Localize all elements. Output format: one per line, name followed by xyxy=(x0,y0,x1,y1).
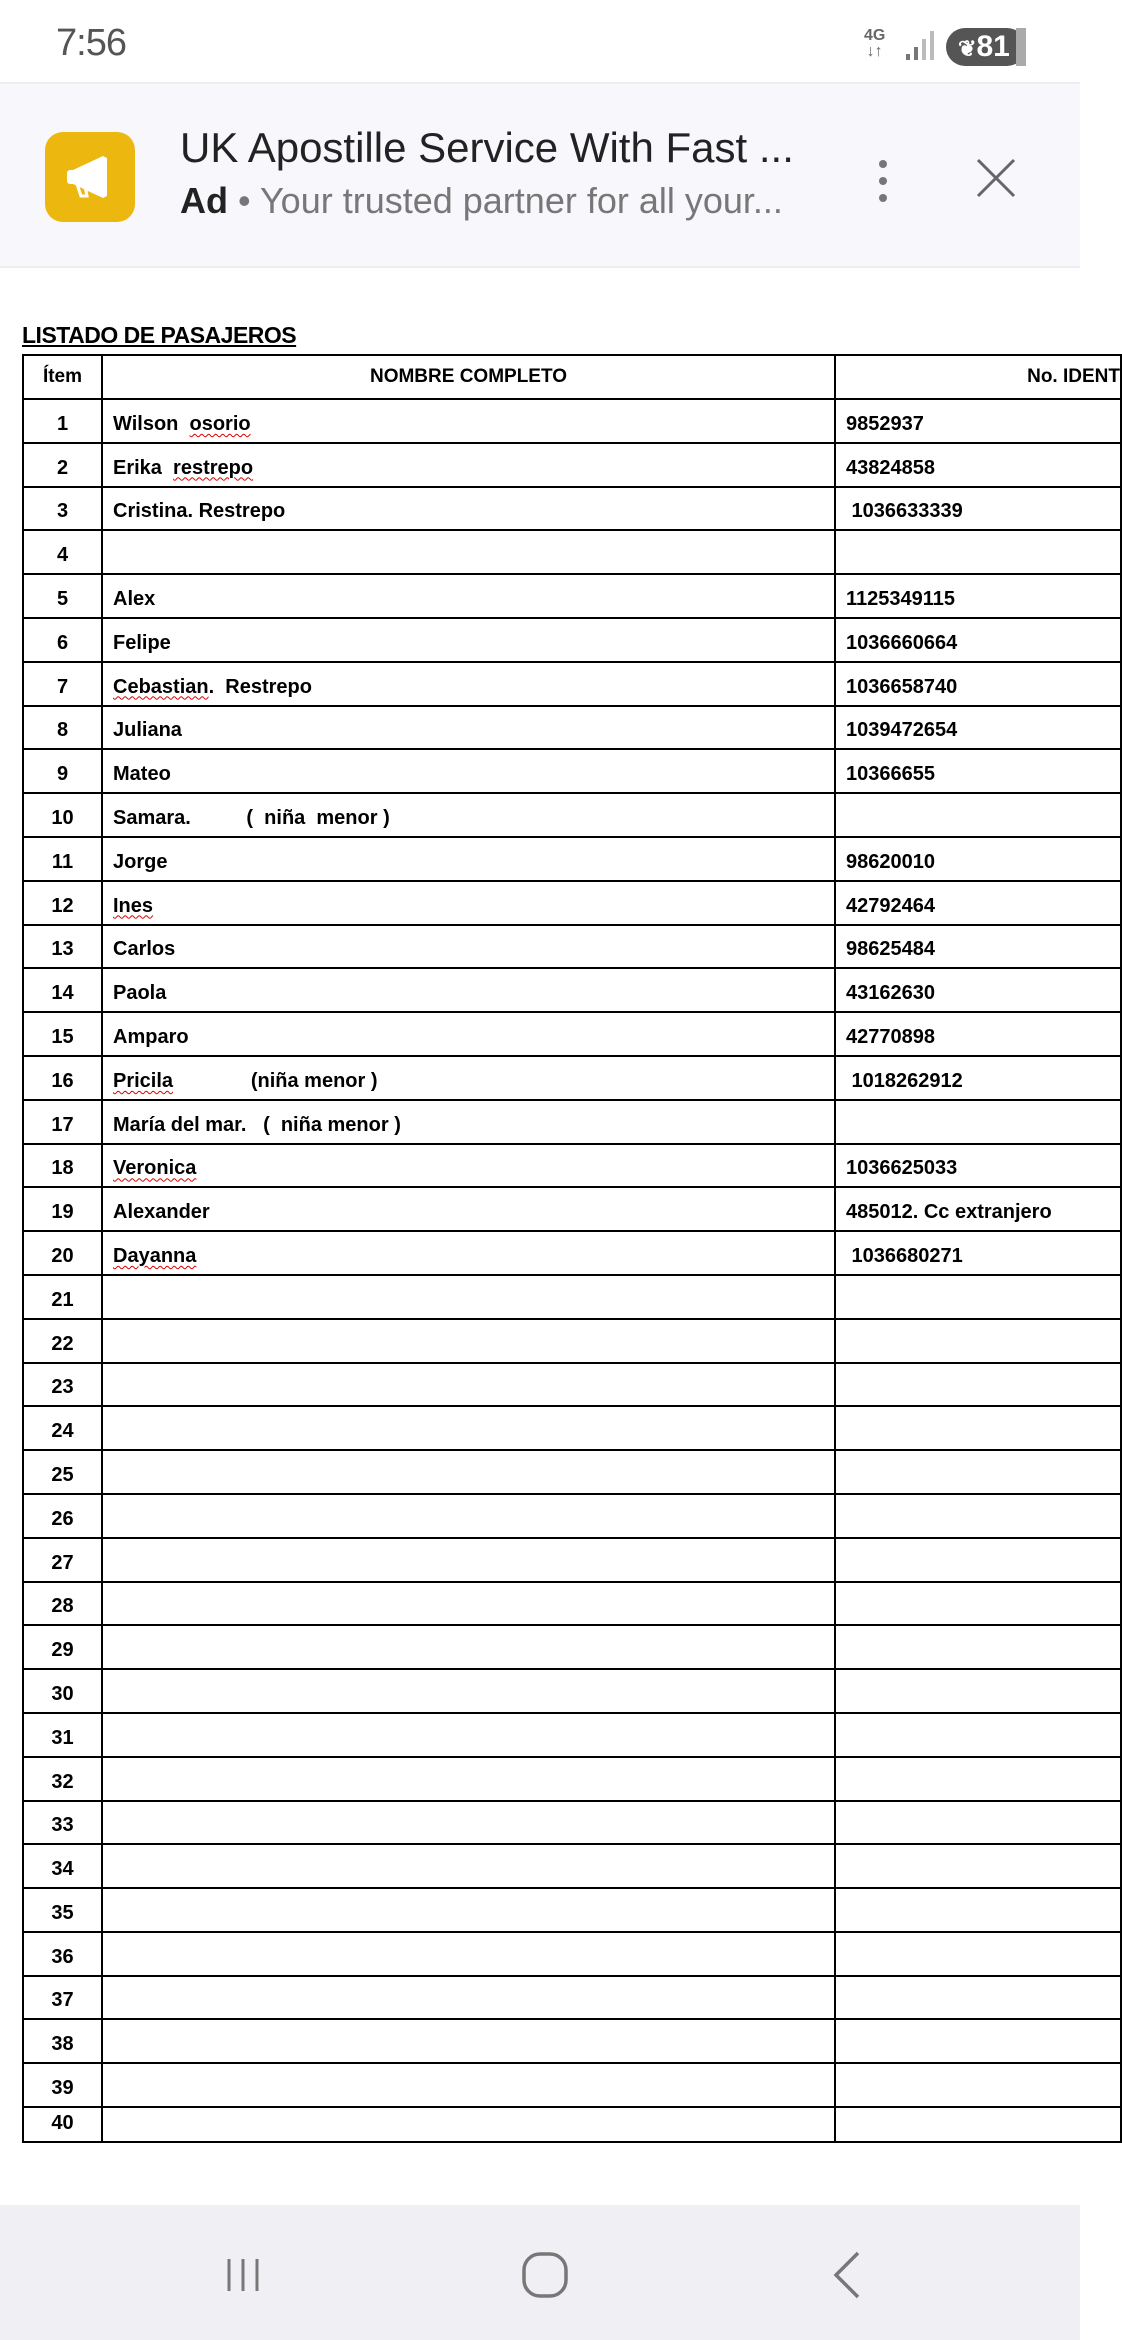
row-id: 1036658740 xyxy=(835,662,1121,706)
row-item-number: 16 xyxy=(23,1056,102,1100)
row-name: Veronica xyxy=(102,1144,835,1188)
row-id: 43824858 xyxy=(835,443,1121,487)
navigation-bar xyxy=(0,2205,1080,2340)
row-id: 42770898 xyxy=(835,1012,1121,1056)
row-name xyxy=(102,530,835,574)
row-id xyxy=(835,2063,1121,2107)
more-options-icon[interactable] xyxy=(870,156,896,206)
row-item-number: 27 xyxy=(23,1538,102,1582)
megaphone-icon xyxy=(45,132,135,222)
row-name xyxy=(102,2107,835,2142)
row-id: 485012. Cc extranjero xyxy=(835,1187,1121,1231)
row-item-number: 15 xyxy=(23,1012,102,1056)
table-row xyxy=(23,487,1121,531)
row-item-number: 17 xyxy=(23,1100,102,1144)
table-row xyxy=(23,1363,1121,1407)
table-row xyxy=(23,1450,1121,1494)
ad-label: Ad xyxy=(180,180,228,221)
row-id xyxy=(835,1319,1121,1363)
row-id xyxy=(835,1538,1121,1582)
row-id xyxy=(835,1844,1121,1888)
table-row xyxy=(23,2063,1121,2107)
row-item-number: 39 xyxy=(23,2063,102,2107)
table-row xyxy=(23,1231,1121,1275)
row-name xyxy=(102,1319,835,1363)
table-header xyxy=(23,355,1121,399)
ad-description: Your trusted partner for all your... xyxy=(259,180,783,221)
row-name: Jorge xyxy=(102,837,835,881)
table-row xyxy=(23,2107,1121,2142)
row-name xyxy=(102,1494,835,1538)
row-name: Alex xyxy=(102,574,835,618)
row-item-number: 18 xyxy=(23,1144,102,1188)
table-row xyxy=(23,881,1121,925)
row-name xyxy=(102,1976,835,2020)
row-name xyxy=(102,1713,835,1757)
table-row xyxy=(23,706,1121,750)
row-name xyxy=(102,1406,835,1450)
row-item-number: 35 xyxy=(23,1888,102,1932)
table-row xyxy=(23,618,1121,662)
row-name xyxy=(102,1275,835,1319)
ad-banner[interactable] xyxy=(0,82,1080,268)
row-name xyxy=(102,1625,835,1669)
row-id xyxy=(835,1494,1121,1538)
table-row xyxy=(23,1625,1121,1669)
row-item-number: 11 xyxy=(23,837,102,881)
table-row xyxy=(23,1801,1121,1845)
header-item: Ítem xyxy=(23,355,102,399)
network-indicator xyxy=(864,28,885,60)
row-name: Amparo xyxy=(102,1012,835,1056)
row-name xyxy=(102,1582,835,1626)
row-item-number: 9 xyxy=(23,749,102,793)
signal-icon xyxy=(904,30,938,62)
table-row xyxy=(23,837,1121,881)
row-id xyxy=(835,2107,1121,2142)
ad-title[interactable]: UK Apostille Service With Fast ... xyxy=(180,124,794,171)
status-bar xyxy=(0,0,1080,82)
row-item-number: 40 xyxy=(23,2107,102,2142)
header-name: NOMBRE COMPLETO xyxy=(102,355,835,399)
row-id xyxy=(835,1275,1121,1319)
row-name: Alexander xyxy=(102,1187,835,1231)
row-name: Erika restrepo xyxy=(102,443,835,487)
row-name xyxy=(102,1538,835,1582)
row-id xyxy=(835,1363,1121,1407)
row-id: 1018262912 xyxy=(835,1056,1121,1100)
row-id xyxy=(835,1713,1121,1757)
battery-level: 81 xyxy=(976,30,1010,63)
battery-indicator xyxy=(946,28,1026,66)
table-row xyxy=(23,1406,1121,1450)
home-icon[interactable] xyxy=(515,2245,575,2305)
row-name xyxy=(102,1801,835,1845)
row-id xyxy=(835,1450,1121,1494)
row-name xyxy=(102,1757,835,1801)
table-row xyxy=(23,1144,1121,1188)
table-row xyxy=(23,530,1121,574)
row-id xyxy=(835,793,1121,837)
table-row xyxy=(23,443,1121,487)
row-item-number: 32 xyxy=(23,1757,102,1801)
row-id: 98620010 xyxy=(835,837,1121,881)
recents-icon[interactable] xyxy=(213,2245,273,2305)
back-icon[interactable] xyxy=(818,2245,878,2305)
row-id xyxy=(835,1888,1121,1932)
row-name: Pricila (niña menor ) xyxy=(102,1056,835,1100)
row-item-number: 13 xyxy=(23,925,102,969)
row-item-number: 22 xyxy=(23,1319,102,1363)
row-item-number: 29 xyxy=(23,1625,102,1669)
row-id: 10366655 xyxy=(835,749,1121,793)
row-item-number: 6 xyxy=(23,618,102,662)
row-item-number: 33 xyxy=(23,1801,102,1845)
table-row xyxy=(23,1100,1121,1144)
row-name xyxy=(102,1450,835,1494)
row-id xyxy=(835,1976,1121,2020)
row-item-number: 14 xyxy=(23,968,102,1012)
row-name xyxy=(102,1669,835,1713)
row-name xyxy=(102,2063,835,2107)
row-id xyxy=(835,1100,1121,1144)
row-id xyxy=(835,1669,1121,1713)
table-row xyxy=(23,1056,1121,1100)
ad-separator: • xyxy=(228,180,260,221)
row-name: Ines xyxy=(102,881,835,925)
row-id: 1036633339 xyxy=(835,487,1121,531)
row-item-number: 38 xyxy=(23,2019,102,2063)
row-name: María del mar. ( niña menor ) xyxy=(102,1100,835,1144)
row-item-number: 34 xyxy=(23,1844,102,1888)
row-item-number: 19 xyxy=(23,1187,102,1231)
row-item-number: 30 xyxy=(23,1669,102,1713)
row-id: 1039472654 xyxy=(835,706,1121,750)
row-item-number: 12 xyxy=(23,881,102,925)
row-id xyxy=(835,1406,1121,1450)
table-row xyxy=(23,1976,1121,2020)
row-name: Wilson osorio xyxy=(102,399,835,443)
passenger-table xyxy=(22,354,1122,2143)
network-type: 4G xyxy=(864,27,886,44)
row-id: 9852937 xyxy=(835,399,1121,443)
table-row xyxy=(23,1669,1121,1713)
row-item-number: 4 xyxy=(23,530,102,574)
row-id: 1036660664 xyxy=(835,618,1121,662)
row-id: 42792464 xyxy=(835,881,1121,925)
table-row xyxy=(23,1932,1121,1976)
row-item-number: 10 xyxy=(23,793,102,837)
table-row xyxy=(23,749,1121,793)
row-item-number: 37 xyxy=(23,1976,102,2020)
row-name: Cebastian. Restrepo xyxy=(102,662,835,706)
table-row xyxy=(23,1582,1121,1626)
table-row xyxy=(23,968,1121,1012)
table-row xyxy=(23,574,1121,618)
row-id: 1125349115 xyxy=(835,574,1121,618)
row-name: Juliana xyxy=(102,706,835,750)
row-item-number: 25 xyxy=(23,1450,102,1494)
row-item-number: 8 xyxy=(23,706,102,750)
row-id xyxy=(835,1757,1121,1801)
table-row xyxy=(23,1757,1121,1801)
table-row xyxy=(23,1494,1121,1538)
row-name: Mateo xyxy=(102,749,835,793)
row-item-number: 3 xyxy=(23,487,102,531)
row-name: Paola xyxy=(102,968,835,1012)
table-row xyxy=(23,1187,1121,1231)
row-id: 43162630 xyxy=(835,968,1121,1012)
row-id xyxy=(835,1801,1121,1845)
row-item-number: 31 xyxy=(23,1713,102,1757)
row-item-number: 36 xyxy=(23,1932,102,1976)
table-row xyxy=(23,662,1121,706)
close-icon[interactable] xyxy=(970,152,1022,204)
row-id xyxy=(835,1625,1121,1669)
row-item-number: 26 xyxy=(23,1494,102,1538)
row-id: 98625484 xyxy=(835,925,1121,969)
row-name: Dayanna xyxy=(102,1231,835,1275)
row-item-number: 1 xyxy=(23,399,102,443)
row-item-number: 28 xyxy=(23,1582,102,1626)
table-row xyxy=(23,793,1121,837)
row-name: Carlos xyxy=(102,925,835,969)
table-row xyxy=(23,399,1121,443)
table-row xyxy=(23,1844,1121,1888)
row-item-number: 20 xyxy=(23,1231,102,1275)
row-item-number: 24 xyxy=(23,1406,102,1450)
row-item-number: 23 xyxy=(23,1363,102,1407)
table-row xyxy=(23,1319,1121,1363)
ad-subtitle[interactable] xyxy=(180,180,783,222)
table-row xyxy=(23,1713,1121,1757)
row-name xyxy=(102,2019,835,2063)
row-id: 1036625033 xyxy=(835,1144,1121,1188)
row-id xyxy=(835,530,1121,574)
battery-leaf-icon: ❦ xyxy=(958,36,977,61)
table-row xyxy=(23,1012,1121,1056)
row-item-number: 21 xyxy=(23,1275,102,1319)
status-time: 7:56 xyxy=(56,22,126,64)
row-id xyxy=(835,1582,1121,1626)
data-arrows-icon: ↓↑ xyxy=(866,43,883,60)
row-item-number: 5 xyxy=(23,574,102,618)
table-row xyxy=(23,2019,1121,2063)
table-row xyxy=(23,925,1121,969)
row-item-number: 2 xyxy=(23,443,102,487)
row-id: 1036680271 xyxy=(835,1231,1121,1275)
row-name xyxy=(102,1363,835,1407)
row-name: Samara. ( niña menor ) xyxy=(102,793,835,837)
row-name: Felipe xyxy=(102,618,835,662)
row-item-number: 7 xyxy=(23,662,102,706)
row-id xyxy=(835,1932,1121,1976)
row-id xyxy=(835,2019,1121,2063)
table-row xyxy=(23,1538,1121,1582)
row-name xyxy=(102,1844,835,1888)
row-name xyxy=(102,1888,835,1932)
header-id: No. IDENT xyxy=(835,355,1121,399)
document-title: LISTADO DE PASAJEROS xyxy=(22,322,297,348)
row-name xyxy=(102,1932,835,1976)
table-row xyxy=(23,1888,1121,1932)
table-row xyxy=(23,1275,1121,1319)
row-name: Cristina. Restrepo xyxy=(102,487,835,531)
